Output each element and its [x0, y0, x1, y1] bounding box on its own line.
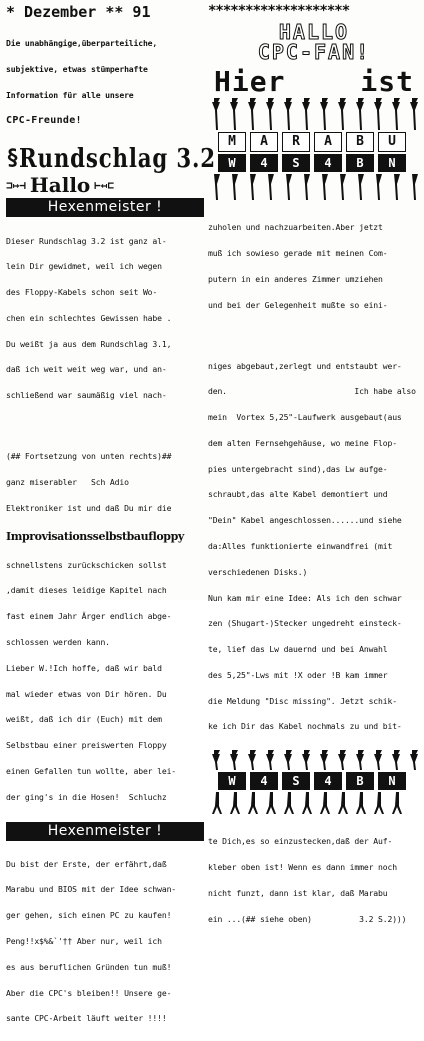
text-line: Marabu und BIOS mit der Idee schwan- — [6, 884, 177, 895]
hexenmeister-banner: Hexenmeister ! — [6, 198, 204, 217]
bios-letter: N — [378, 772, 406, 790]
text-line: dem alten Fernsehgehäuse, wo meine Flop- — [208, 437, 397, 448]
arrow-decoration-icon: ⊐↦⊣ — [6, 178, 26, 192]
text-line: es aus beruflichen Gründen tun muß! — [6, 961, 172, 972]
bird-icon — [266, 98, 274, 130]
intro-line: Die unabhängige,überparteiliche, — [6, 38, 158, 49]
marabu-letter: U — [378, 132, 406, 152]
left-column — [6, 3, 217, 1040]
marabu-letter: A — [314, 132, 342, 152]
bird-icon — [410, 98, 418, 130]
bird-icon — [248, 98, 256, 130]
marabu-birds-decoration-lower — [208, 174, 420, 200]
greeting-text: Hallo — [29, 173, 91, 198]
article-part-3 — [6, 843, 204, 1041]
text-line: muß ich sowieso gerade mit meinen Com- — [208, 247, 388, 258]
hexenmeister-banner-2: Hexenmeister ! — [6, 822, 204, 841]
bios-letter: 4 — [314, 772, 342, 790]
text-line: mein Vortex 5,25"-Laufwerk ausgebaut(aus — [208, 412, 402, 423]
text-line: den. Ich habe also — [208, 386, 416, 397]
text-line: Lieber W.!Ich hoffe, daß wir bald — [6, 662, 162, 673]
article-right-3 — [208, 820, 420, 940]
greeting-row — [6, 174, 204, 196]
star-border: ******************* — [208, 3, 350, 19]
text-line: te, lief das Lw dauernd und bei Anwahl — [208, 644, 388, 655]
text-line: der ging's in die Hosen! Schluchz — [6, 791, 167, 802]
marabu-letter: M — [218, 132, 246, 152]
title-block — [6, 144, 217, 175]
article-part-2 — [6, 435, 204, 530]
article-right-1 — [208, 206, 420, 326]
bios-letter: W — [218, 154, 246, 172]
bird-legs-decoration — [208, 792, 420, 814]
text-line: schnellstens zurückschicken sollst — [6, 559, 167, 570]
cpc-fan-line: CPC-FAN! — [257, 40, 371, 64]
text-line: Nun kam mir eine Idee: Als ich den schwar — [208, 592, 402, 603]
bios-letter: S — [282, 772, 310, 790]
text-line: weißt, daß ich dir (Euch) mit dem — [6, 714, 162, 725]
bird-icon — [230, 98, 238, 130]
text-line: und bei der Gelegenheit mußte so eini- — [208, 299, 388, 310]
bracket-icon: § — [6, 146, 20, 172]
marabu-birds-decoration-bottom — [208, 750, 420, 770]
marabu-letter-row — [208, 130, 420, 152]
text-line: zuholen und nachzuarbeiten.Aber jetzt — [208, 222, 383, 233]
text-line: Aber die CPC's bleiben!! Unsere ge- — [6, 987, 172, 998]
arrow-decoration-icon: ⊢↤⊏ — [94, 178, 115, 192]
text-line: ein ...(## siehe oben) 3.2 S.2))) — [208, 913, 407, 924]
text-line: sante CPC-Arbeit läuft weiter !!!! — [6, 1013, 167, 1024]
text-line: ,damit dieses leidige Kapitel nach — [6, 585, 167, 596]
bios-letter: W — [218, 772, 246, 790]
text-line: "Dein" Kabel angeschlossen......und siehe — [208, 515, 402, 526]
text-line: da:Alles funktionierte einwandfrei (mit — [208, 540, 393, 551]
bios-letter: 4 — [314, 154, 342, 172]
text-line: schlossen werden kann. — [6, 637, 110, 648]
bios-letter: B — [346, 154, 374, 172]
bird-icon — [338, 98, 346, 130]
text-line: schraubt,das alte Kabel demontiert und — [208, 489, 388, 500]
text-line: kleber oben ist! Wenn es dann immer noch — [208, 862, 397, 873]
bios-letter: 4 — [250, 154, 278, 172]
text-line: verschiedenen Disks.) — [208, 566, 308, 577]
text-line: Selbstbau einer preiswerten Floppy — [6, 740, 167, 751]
bird-icon — [356, 98, 364, 130]
bios-letter: B — [346, 772, 374, 790]
bios-letter: S — [282, 154, 310, 172]
hallo-cpc-heading — [208, 22, 420, 62]
bios-letter-row-2 — [208, 770, 420, 792]
hier-word: Hier — [214, 65, 286, 98]
text-line: Du bist der Erste, der erfährt,daß — [6, 858, 167, 869]
text-line: fast einem Jahr Ärger endlich abge- — [6, 611, 172, 622]
text-line: des Floppy-Kabels schon seit Wo- — [6, 287, 158, 298]
text-line: lein Dir gewidmet, weil ich wegen — [6, 261, 162, 272]
text-line: ganz miserabler Sch Adio — [6, 476, 129, 487]
text-line: chen ein schlechtes Gewissen habe . — [6, 312, 172, 323]
text-line: Elektroniker ist und daß Du mir die — [6, 502, 172, 513]
intro-line: subjektive, etwas stümperhafte — [6, 63, 148, 74]
marabu-letter: A — [250, 132, 278, 152]
article-right-2 — [208, 344, 420, 748]
text-line: daß ich weit weit weg war, und an- — [6, 364, 167, 375]
bios-letter: 4 — [250, 772, 278, 790]
bird-icon — [302, 98, 310, 130]
marabu-birds-decoration — [208, 96, 420, 130]
text-line: Du weißt ja aus dem Rundschlag 3.1, — [6, 338, 172, 349]
hier-ist-heading — [208, 65, 420, 98]
article-part-2b — [6, 544, 204, 819]
text-line: einen Gefallen tun wollte, aber lei- — [6, 765, 177, 776]
newsletter-title: Rundschlag 3.2 — [19, 144, 217, 175]
bird-icon — [374, 98, 382, 130]
marabu-letter: R — [282, 132, 310, 152]
marabu-letter: B — [346, 132, 374, 152]
text-line: putern in ein anderes Zimmer umziehen — [208, 273, 383, 284]
text-line: nicht funzt, dann ist klar, daß Marabu — [208, 887, 388, 898]
intro-line: Information für alle unsere — [6, 89, 134, 100]
article-part-1 — [6, 219, 204, 417]
bird-icon — [320, 98, 328, 130]
text-line: te Dich,es so einzustecken,daß der Auf- — [208, 836, 393, 847]
intro-text — [6, 22, 204, 142]
hallo-line: HALLO — [278, 20, 350, 44]
text-line: schließend war saumäßig viel nach- — [6, 390, 167, 401]
bios-letter-row — [208, 152, 420, 174]
text-line: die Meldung "Disc missing". Jetzt schik- — [208, 695, 397, 706]
bios-letter: N — [378, 154, 406, 172]
text-line: ger gehen, sich einen PC zu kaufen! — [6, 910, 172, 921]
text-line: zen (Shugart-)Stecker ungedreht einsteck- — [208, 618, 402, 629]
ist-word: ist — [360, 65, 414, 98]
text-line: niges abgebaut,zerlegt und entstaubt wer- — [208, 360, 402, 371]
bird-icon — [392, 98, 400, 130]
text-line: ke ich Dir das Kabel nochmals zu und bit- — [208, 721, 402, 732]
text-line: (## Fortsetzung von unten rechts)## — [6, 451, 172, 462]
text-line: mal wieder etwas von Dir hören. Du — [6, 688, 167, 699]
right-column — [208, 4, 420, 941]
text-line: Dieser Rundschlag 3.2 ist ganz al- — [6, 235, 167, 246]
bird-icon — [284, 98, 292, 130]
issue-date: * Dezember ** 91 — [6, 3, 151, 21]
improvisation-word: Improvisationsselbstbaufloppy — [6, 529, 184, 543]
intro-line: CPC-Freunde! — [6, 114, 82, 126]
text-line: des 5,25"-Lws mit !X oder !B kam immer — [208, 669, 388, 680]
bird-icon — [212, 98, 220, 130]
text-line: Peng!!x$%&`'†† Aber nur, weil ich — [6, 936, 162, 947]
text-line: pies untergebracht sind),das Lw aufge- — [208, 463, 388, 474]
